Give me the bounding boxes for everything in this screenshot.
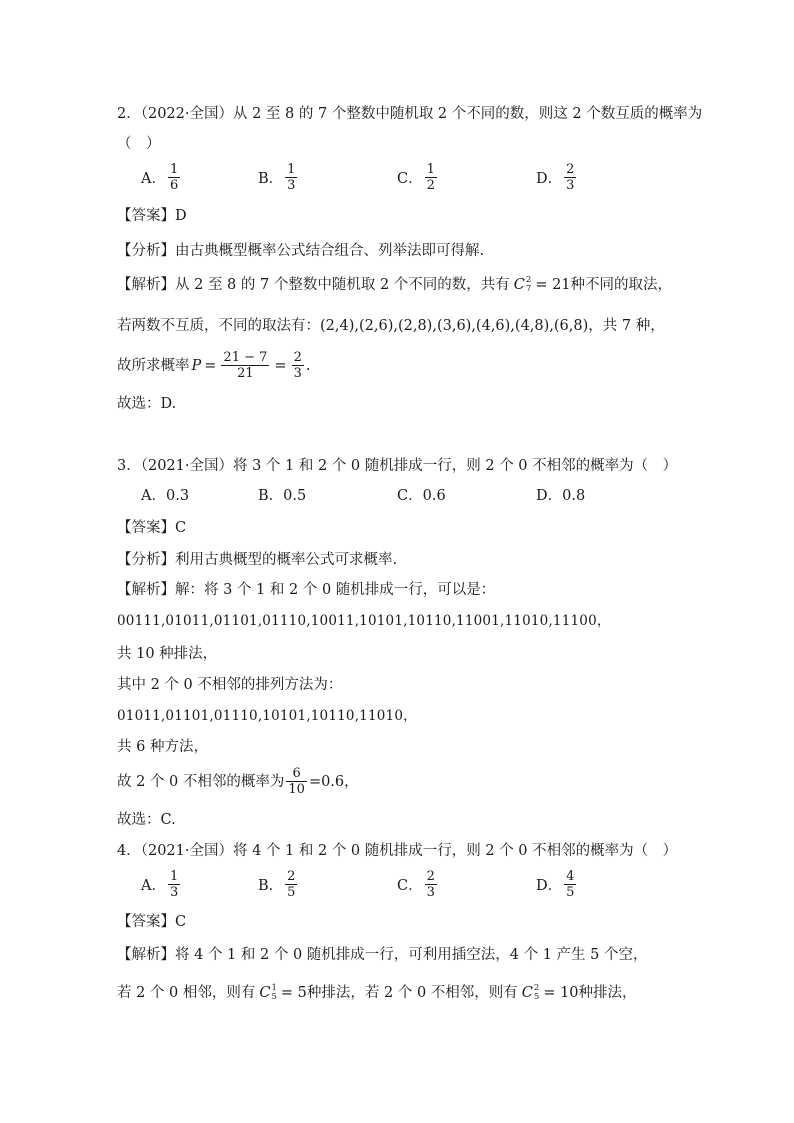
q3-solution-line4: 其中 2 个 0 不相邻的排列方法为： (117, 677, 343, 693)
q4-answer: 【答案】C (117, 914, 187, 930)
q3-solution-line5: 01011,01101,01110,10101,10110,11010， (117, 708, 417, 724)
q2-option-c: C． $\frac{1}{2}$ (397, 162, 435, 193)
q3-analysis: 【分析】利用古典概型的概率公式可求概率. (117, 552, 398, 568)
q2-choose: 故选：D. (117, 396, 177, 412)
q3-option-c: C．0.6 (397, 488, 446, 504)
q3-solution-line6: 共 6 种方法， (117, 739, 208, 755)
q4-option-d: D． $\frac{4}{5}$ (536, 869, 575, 900)
q2-paren: （ ） (117, 136, 161, 152)
q3-answer: 【答案】C (117, 520, 187, 536)
q4-solution-line1: 【解析】将 4 个 1 和 2 个 0 随机排成一行，可利用插空法，4 个 1 产生 5 个空， (117, 947, 648, 963)
q3-solution-line3: 共 10 种排法， (117, 646, 218, 662)
q4-solution-line2: 若 2 个 0 相邻，则有 C 1 5 = 5种排法，若 2 个 0 不相邻，则有 C 2 5 = 10种排法， (117, 983, 637, 1002)
q4-option-c: C． $\frac{2}{3}$ (397, 869, 435, 900)
q2-option-d: D． $\frac{2}{3}$ (536, 162, 575, 193)
q4-option-b: B． $\frac{2}{5}$ (258, 869, 296, 900)
combination-symbol: C 1 5 (259, 983, 277, 1002)
q4-option-a: A． $\frac{1}{3}$ (141, 869, 179, 900)
q2-solution-line3: 故所求概率 P = $\frac{21 - 7}{21}$ = $\frac{2}{3}$ . (117, 350, 311, 381)
q2-solution-line2: 若两数不互质，不同的取法有：(2,4),(2,6),(2,8),(3,6),(4,6),(4,8),(6,8)，共 7 种， (117, 318, 665, 334)
q3-option-a: A．0.3 (141, 488, 190, 504)
combination-symbol: C 2 7 (513, 275, 532, 294)
q3-option-d: D．0.8 (536, 488, 586, 504)
q4-stem: 4．（2021·全国）将 4 个 1 和 2 个 0 随机排成一行，则 2 个 0 不相邻的概率为（ ） (117, 843, 678, 859)
q2-option-a: A． $\frac{1}{6}$ (141, 162, 179, 193)
q2-solution-line1: 【解析】从 2 至 8 的 7 个整数中随机取 2 个不同的数，共有 C 2 7 = 21种不同的取法， (117, 275, 673, 294)
q2-answer: 【答案】D (117, 208, 187, 224)
q3-solution-line7: 故 2 个 0 不相邻的概率为 $\frac{6}{10}$ =0.6， (117, 766, 359, 797)
q3-stem: 3．（2021·全国）将 3 个 1 和 2 个 0 随机排成一行，则 2 个 0 不相邻的概率为（ ） (117, 458, 678, 474)
combination-symbol: C 2 5 (521, 983, 540, 1002)
q3-choose: 故选：C. (117, 812, 176, 828)
q2-stem: 2．（2022·全国）从 2 至 8 的 7 个整数中随机取 2 个不同的数，则这 2 个数互质的概率为 (117, 106, 703, 122)
q3-solution-line1: 【解析】解：将 3 个 1 和 2 个 0 随机排成一行，可以是： (117, 582, 496, 598)
q3-solution-line2: 00111,01011,01101,01110,10011,10101,10110,11001,11010,11100， (117, 613, 611, 629)
q3-option-b: B．0.5 (258, 488, 307, 504)
q2-option-b: B． $\frac{1}{3}$ (258, 162, 296, 193)
q2-analysis: 【分析】由古典概型概率公式结合组合、列举法即可得解. (117, 243, 485, 259)
